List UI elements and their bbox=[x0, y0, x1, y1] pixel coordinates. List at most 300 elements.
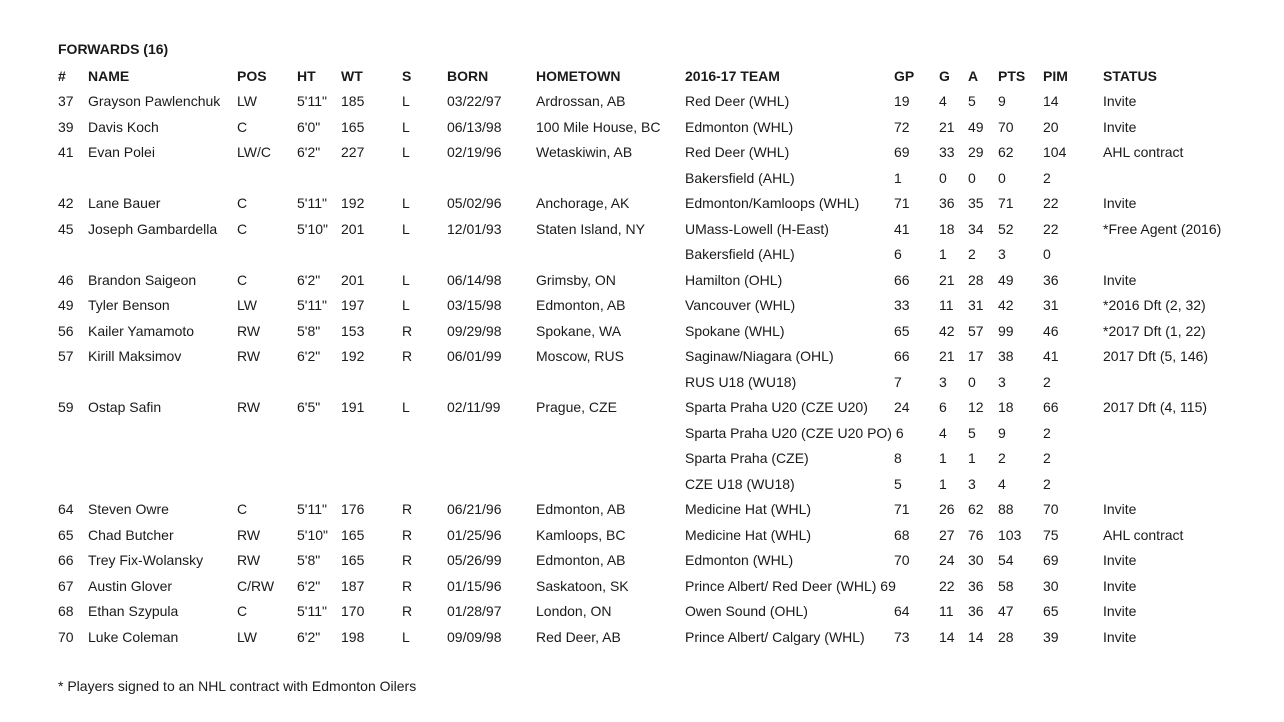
weight-cell: 197 bbox=[341, 297, 365, 313]
points-cell: 103 bbox=[998, 526, 1022, 543]
points-cell: 99 bbox=[998, 322, 1014, 339]
table-row bbox=[0, 270, 1284, 290]
status-cell: Invite bbox=[1103, 271, 1137, 288]
points-cell: 88 bbox=[998, 501, 1014, 517]
team-cell: Prince Albert/ Calgary (WHL) bbox=[685, 628, 865, 645]
status-cell: Invite bbox=[1103, 93, 1137, 109]
birth-date-cell: 02/11/99 bbox=[447, 399, 501, 415]
position-cell: LW/C bbox=[237, 144, 271, 160]
weight-cell: 201 bbox=[341, 271, 365, 288]
shoots-cell: R bbox=[402, 552, 413, 568]
position-cell: C bbox=[237, 501, 248, 517]
assists-cell: 5 bbox=[968, 93, 976, 109]
weight-cell: 198 bbox=[341, 628, 365, 645]
assists-cell: 57 bbox=[968, 322, 984, 339]
player-number-cell: 67 bbox=[58, 577, 74, 594]
penalty-minutes-cell: 22 bbox=[1043, 220, 1059, 237]
penalty-minutes-cell: 75 bbox=[1043, 526, 1059, 543]
height-cell: 5'11" bbox=[297, 297, 327, 313]
player-name-cell: Grayson Pawlenchuk bbox=[88, 93, 221, 109]
team-cell: Spokane (WHL) bbox=[685, 322, 785, 339]
points-cell: 42 bbox=[998, 297, 1014, 313]
team-cell: Edmonton (WHL) bbox=[685, 118, 794, 135]
assists-cell: 2 bbox=[968, 246, 976, 262]
goals-cell: 22 bbox=[939, 577, 955, 594]
goals-cell: 14 bbox=[939, 628, 955, 645]
table-row bbox=[0, 117, 1284, 137]
penalty-minutes-cell: 2 bbox=[1043, 475, 1051, 492]
player-number-cell: 39 bbox=[58, 118, 74, 135]
assists-cell: 29 bbox=[968, 144, 984, 160]
player-number-cell: 65 bbox=[58, 526, 74, 543]
points-cell: 49 bbox=[998, 271, 1014, 288]
position-cell: C bbox=[237, 603, 248, 619]
shoots-cell: L bbox=[402, 144, 410, 160]
team-cell: Hamilton (OHL) bbox=[685, 271, 783, 288]
games-played-cell: 64 bbox=[894, 603, 910, 619]
goals-cell: 21 bbox=[939, 348, 955, 364]
hometown-cell: Edmonton, AB bbox=[536, 297, 626, 313]
birth-date-cell: 01/28/97 bbox=[447, 603, 502, 619]
hometown-cell: Kamloops, BC bbox=[536, 526, 626, 543]
goals-cell: 24 bbox=[939, 552, 955, 568]
table-row bbox=[0, 142, 1284, 162]
assists-cell: 36 bbox=[968, 577, 984, 594]
player-name-cell: Tyler Benson bbox=[88, 297, 170, 313]
player-name-cell: Ostap Safin bbox=[88, 399, 162, 415]
assists-cell: 30 bbox=[968, 552, 984, 568]
height-cell: 5'10" bbox=[297, 526, 329, 543]
birth-date-cell: 06/13/98 bbox=[447, 118, 502, 135]
penalty-minutes-cell: 14 bbox=[1043, 93, 1059, 109]
status-cell: *2017 Dft (1, 22) bbox=[1103, 322, 1206, 339]
player-name-cell: Kirill Maksimov bbox=[88, 348, 182, 364]
player-name-cell: Ethan Szypula bbox=[88, 603, 179, 619]
header-name: NAME bbox=[88, 68, 130, 84]
team-cell: Bakersfield (AHL) bbox=[685, 169, 795, 186]
height-cell: 5'8" bbox=[297, 322, 321, 339]
hometown-cell: Prague, CZE bbox=[536, 399, 617, 415]
header-wt: WT bbox=[341, 68, 363, 84]
points-cell: 58 bbox=[998, 577, 1014, 594]
weight-cell: 192 bbox=[341, 195, 365, 211]
games-played-cell: 7 bbox=[894, 373, 902, 390]
table-row bbox=[0, 423, 1284, 443]
penalty-minutes-cell: 36 bbox=[1043, 271, 1059, 288]
header-pos: POS bbox=[237, 68, 267, 84]
points-cell: 52 bbox=[998, 220, 1014, 237]
birth-date-cell: 01/25/96 bbox=[447, 526, 502, 543]
table-row bbox=[0, 397, 1284, 417]
penalty-minutes-cell: 30 bbox=[1043, 577, 1059, 594]
shoots-cell: L bbox=[402, 399, 410, 415]
goals-cell: 27 bbox=[939, 526, 955, 543]
goals-cell: 11 bbox=[939, 297, 954, 313]
assists-cell: 36 bbox=[968, 603, 984, 619]
points-cell: 54 bbox=[998, 552, 1014, 568]
footnote: * Players signed to an NHL contract with Edmonton Oilers bbox=[58, 678, 417, 694]
birth-date-cell: 01/15/96 bbox=[447, 577, 502, 594]
penalty-minutes-cell: 70 bbox=[1043, 501, 1059, 517]
position-cell: RW bbox=[237, 526, 261, 543]
table-row bbox=[0, 372, 1284, 392]
header-a: A bbox=[968, 68, 979, 84]
points-cell: 9 bbox=[998, 93, 1006, 109]
header-born: BORN bbox=[447, 68, 489, 84]
shoots-cell: L bbox=[402, 297, 410, 313]
team-cell: Owen Sound (OHL) bbox=[685, 603, 808, 619]
games-played-cell: 6 bbox=[894, 246, 902, 262]
table-row bbox=[0, 321, 1284, 341]
team-cell: Medicine Hat (WHL) bbox=[685, 501, 812, 517]
table-row bbox=[0, 499, 1284, 519]
penalty-minutes-cell: 46 bbox=[1043, 322, 1059, 339]
team-cell: UMass-Lowell (H-East) bbox=[685, 220, 829, 237]
goals-cell: 36 bbox=[939, 195, 955, 211]
status-cell: Invite bbox=[1103, 118, 1137, 135]
points-cell: 47 bbox=[998, 603, 1014, 619]
games-played-cell: 5 bbox=[894, 475, 902, 492]
goals-cell: 4 bbox=[939, 93, 947, 109]
shoots-cell: L bbox=[402, 220, 410, 237]
shoots-cell: R bbox=[402, 526, 413, 543]
position-cell: LW bbox=[237, 628, 257, 645]
hometown-cell: Spokane, WA bbox=[536, 322, 622, 339]
assists-cell: 0 bbox=[968, 373, 976, 390]
penalty-minutes-cell: 66 bbox=[1043, 399, 1059, 415]
birth-date-cell: 12/01/93 bbox=[447, 220, 502, 237]
status-cell: Invite bbox=[1103, 603, 1137, 619]
status-cell: AHL contract bbox=[1103, 526, 1184, 543]
penalty-minutes-cell: 2 bbox=[1043, 373, 1051, 390]
height-cell: 6'2" bbox=[297, 271, 321, 288]
player-name-cell: Luke Coleman bbox=[88, 628, 179, 645]
player-name-cell: Evan Polei bbox=[88, 144, 155, 160]
games-played-cell: 19 bbox=[894, 93, 910, 109]
table-row bbox=[0, 244, 1284, 264]
team-cell: Sparta Praha U20 (CZE U20) bbox=[685, 399, 868, 415]
penalty-minutes-cell: 2 bbox=[1043, 424, 1051, 441]
header-g: G bbox=[939, 68, 950, 84]
assists-cell: 76 bbox=[968, 526, 984, 543]
hometown-cell: 100 Mile House, BC bbox=[536, 118, 661, 135]
hometown-cell: Wetaskiwin, AB bbox=[536, 144, 633, 160]
position-cell: C bbox=[237, 195, 248, 211]
goals-cell: 1 bbox=[939, 246, 947, 262]
birth-date-cell: 03/15/98 bbox=[447, 297, 502, 313]
points-cell: 2 bbox=[998, 450, 1006, 466]
goals-cell: 21 bbox=[939, 271, 955, 288]
player-number-cell: 46 bbox=[58, 271, 74, 288]
player-number-cell: 70 bbox=[58, 628, 74, 645]
height-cell: 5'11" bbox=[297, 501, 327, 517]
status-cell: Invite bbox=[1103, 501, 1137, 517]
player-number-cell: 42 bbox=[58, 195, 74, 211]
header-gp: GP bbox=[894, 68, 915, 84]
assists-cell: 12 bbox=[968, 399, 984, 415]
goals-cell: 18 bbox=[939, 220, 955, 237]
weight-cell: 227 bbox=[341, 144, 365, 160]
player-number-cell: 56 bbox=[58, 322, 74, 339]
hometown-cell: Staten Island, NY bbox=[536, 220, 645, 237]
points-cell: 38 bbox=[998, 348, 1014, 364]
assists-cell: 14 bbox=[968, 628, 984, 645]
birth-date-cell: 05/26/99 bbox=[447, 552, 502, 568]
header-hometown: HOMETOWN bbox=[536, 68, 621, 84]
hometown-cell: Ardrossan, AB bbox=[536, 93, 626, 109]
position-cell: RW bbox=[237, 552, 261, 568]
hometown-cell: London, ON bbox=[536, 603, 612, 619]
position-cell: C bbox=[237, 220, 248, 237]
status-cell: *2016 Dft (2, 32) bbox=[1103, 297, 1206, 313]
table-header bbox=[0, 66, 1284, 86]
weight-cell: 187 bbox=[341, 577, 365, 594]
player-name-cell: Trey Fix-Wolansky bbox=[88, 552, 204, 568]
hometown-cell: Anchorage, AK bbox=[536, 195, 630, 211]
games-played-cell: 24 bbox=[894, 399, 910, 415]
table-row bbox=[0, 91, 1284, 111]
birth-date-cell: 06/21/96 bbox=[447, 501, 502, 517]
shoots-cell: R bbox=[402, 577, 413, 594]
player-number-cell: 37 bbox=[58, 93, 74, 109]
games-played-cell: 71 bbox=[894, 195, 910, 211]
games-played-cell: 68 bbox=[894, 526, 910, 543]
height-cell: 6'2" bbox=[297, 144, 321, 160]
points-cell: 62 bbox=[998, 144, 1014, 160]
height-cell: 5'10" bbox=[297, 220, 329, 237]
header-status: STATUS bbox=[1103, 68, 1157, 84]
team-cell: Saginaw/Niagara (OHL) bbox=[685, 348, 834, 364]
goals-cell: 1 bbox=[939, 450, 947, 466]
height-cell: 5'11" bbox=[297, 603, 327, 619]
games-played-cell: 1 bbox=[894, 169, 902, 186]
table-row bbox=[0, 295, 1284, 315]
games-played-cell: 71 bbox=[894, 501, 910, 517]
games-played-cell: 66 bbox=[894, 271, 910, 288]
height-cell: 6'0" bbox=[297, 118, 321, 135]
hometown-cell: Edmonton, AB bbox=[536, 501, 626, 517]
table-row bbox=[0, 525, 1284, 545]
team-cell: Red Deer (WHL) bbox=[685, 144, 790, 160]
height-cell: 5'8" bbox=[297, 552, 321, 568]
games-played-cell: 73 bbox=[894, 628, 910, 645]
table-row bbox=[0, 627, 1284, 647]
position-cell: LW bbox=[237, 297, 257, 313]
goals-cell: 0 bbox=[939, 169, 947, 186]
status-cell: Invite bbox=[1103, 628, 1137, 645]
hometown-cell: Grimsby, ON bbox=[536, 271, 616, 288]
points-cell: 9 bbox=[998, 424, 1006, 441]
hometown-cell: Moscow, RUS bbox=[536, 348, 624, 364]
status-cell: 2017 Dft (5, 146) bbox=[1103, 348, 1209, 364]
player-name-cell: Joseph Gambardella bbox=[88, 220, 218, 237]
assists-cell: 35 bbox=[968, 195, 984, 211]
team-cell: Edmonton/Kamloops (WHL) bbox=[685, 195, 860, 211]
weight-cell: 201 bbox=[341, 220, 365, 237]
assists-cell: 62 bbox=[968, 501, 984, 517]
shoots-cell: L bbox=[402, 118, 410, 135]
player-name-cell: Steven Owre bbox=[88, 501, 169, 517]
position-cell: C bbox=[237, 118, 248, 135]
assists-cell: 28 bbox=[968, 271, 984, 288]
assists-cell: 1 bbox=[968, 450, 976, 466]
shoots-cell: L bbox=[402, 271, 410, 288]
weight-cell: 165 bbox=[341, 552, 365, 568]
table-row bbox=[0, 168, 1284, 188]
height-cell: 6'2" bbox=[297, 577, 321, 594]
games-played-cell: 66 bbox=[894, 348, 910, 364]
games-played-cell: 33 bbox=[894, 297, 910, 313]
shoots-cell: R bbox=[402, 348, 413, 364]
position-cell: C bbox=[237, 271, 248, 288]
goals-cell: 42 bbox=[939, 322, 955, 339]
points-cell: 3 bbox=[998, 246, 1006, 262]
table-row bbox=[0, 346, 1284, 366]
goals-cell: 1 bbox=[939, 475, 947, 492]
player-number-cell: 41 bbox=[58, 144, 74, 160]
table-row bbox=[0, 448, 1284, 468]
player-name-cell: Kailer Yamamoto bbox=[88, 322, 195, 339]
penalty-minutes-cell: 22 bbox=[1043, 195, 1059, 211]
assists-cell: 3 bbox=[968, 475, 976, 492]
goals-cell: 6 bbox=[939, 399, 947, 415]
shoots-cell: R bbox=[402, 501, 413, 517]
penalty-minutes-cell: 69 bbox=[1043, 552, 1059, 568]
height-cell: 6'2" bbox=[297, 628, 321, 645]
goals-cell: 33 bbox=[939, 144, 955, 160]
player-number-cell: 59 bbox=[58, 399, 74, 415]
hometown-cell: Edmonton, AB bbox=[536, 552, 626, 568]
team-cell: RUS U18 (WU18) bbox=[685, 373, 797, 390]
header-team: 2016-17 TEAM bbox=[685, 68, 780, 84]
weight-cell: 176 bbox=[341, 501, 365, 517]
status-cell: *Free Agent (2016) bbox=[1103, 220, 1222, 237]
player-name-cell: Davis Koch bbox=[88, 118, 159, 135]
goals-cell: 11 bbox=[939, 603, 954, 619]
goals-cell: 4 bbox=[939, 424, 947, 441]
weight-cell: 192 bbox=[341, 348, 365, 364]
team-cell: Sparta Praha U20 (CZE U20 PO) 6 bbox=[685, 424, 904, 441]
games-played-cell: 8 bbox=[894, 450, 902, 466]
games-played-cell: 70 bbox=[894, 552, 910, 568]
weight-cell: 170 bbox=[341, 603, 365, 619]
height-cell: 6'2" bbox=[297, 348, 321, 364]
team-cell: Sparta Praha (CZE) bbox=[685, 450, 809, 466]
header-ht: HT bbox=[297, 68, 316, 84]
section-title: FORWARDS (16) bbox=[58, 41, 169, 57]
assists-cell: 0 bbox=[968, 169, 976, 186]
points-cell: 28 bbox=[998, 628, 1014, 645]
points-cell: 71 bbox=[998, 195, 1014, 211]
table-row bbox=[0, 601, 1284, 621]
weight-cell: 153 bbox=[341, 322, 365, 339]
shoots-cell: L bbox=[402, 93, 410, 109]
goals-cell: 3 bbox=[939, 373, 947, 390]
status-cell: Invite bbox=[1103, 195, 1137, 211]
position-cell: C/RW bbox=[237, 577, 275, 594]
points-cell: 4 bbox=[998, 475, 1006, 492]
penalty-minutes-cell: 104 bbox=[1043, 144, 1067, 160]
points-cell: 3 bbox=[998, 373, 1006, 390]
weight-cell: 165 bbox=[341, 118, 365, 135]
assists-cell: 5 bbox=[968, 424, 976, 441]
points-cell: 70 bbox=[998, 118, 1014, 135]
assists-cell: 31 bbox=[968, 297, 984, 313]
table-row bbox=[0, 193, 1284, 213]
birth-date-cell: 09/09/98 bbox=[447, 628, 502, 645]
player-number-cell: 57 bbox=[58, 348, 74, 364]
assists-cell: 17 bbox=[968, 348, 984, 364]
assists-cell: 49 bbox=[968, 118, 984, 135]
team-cell: Medicine Hat (WHL) bbox=[685, 526, 812, 543]
team-cell: CZE U18 (WU18) bbox=[685, 475, 795, 492]
height-cell: 5'11" bbox=[297, 195, 327, 211]
hometown-cell: Saskatoon, SK bbox=[536, 577, 629, 594]
header-s: S bbox=[402, 68, 412, 84]
birth-date-cell: 09/29/98 bbox=[447, 322, 502, 339]
header-num: # bbox=[58, 68, 66, 84]
hometown-cell: Red Deer, AB bbox=[536, 628, 621, 645]
penalty-minutes-cell: 20 bbox=[1043, 118, 1059, 135]
header-pts: PTS bbox=[998, 68, 1026, 84]
games-played-cell: 72 bbox=[894, 118, 910, 135]
points-cell: 18 bbox=[998, 399, 1014, 415]
weight-cell: 185 bbox=[341, 93, 365, 109]
goals-cell: 21 bbox=[939, 118, 955, 135]
player-name-cell: Chad Butcher bbox=[88, 526, 174, 543]
shoots-cell: L bbox=[402, 628, 410, 645]
player-name-cell: Austin Glover bbox=[88, 577, 173, 594]
player-name-cell: Lane Bauer bbox=[88, 195, 161, 211]
penalty-minutes-cell: 39 bbox=[1043, 628, 1059, 645]
penalty-minutes-cell: 41 bbox=[1043, 348, 1059, 364]
player-number-cell: 45 bbox=[58, 220, 74, 237]
player-name-cell: Brandon Saigeon bbox=[88, 271, 197, 288]
games-played-cell: 69 bbox=[894, 144, 910, 160]
birth-date-cell: 03/22/97 bbox=[447, 93, 502, 109]
penalty-minutes-cell: 0 bbox=[1043, 246, 1051, 262]
player-number-cell: 49 bbox=[58, 297, 74, 313]
status-cell: 2017 Dft (4, 115) bbox=[1103, 399, 1208, 415]
table-row bbox=[0, 219, 1284, 239]
weight-cell: 165 bbox=[341, 526, 365, 543]
shoots-cell: R bbox=[402, 322, 413, 339]
team-cell: Prince Albert/ Red Deer (WHL) 69 bbox=[685, 577, 896, 594]
goals-cell: 26 bbox=[939, 501, 955, 517]
birth-date-cell: 06/01/99 bbox=[447, 348, 502, 364]
position-cell: RW bbox=[237, 399, 261, 415]
position-cell: RW bbox=[237, 322, 261, 339]
birth-date-cell: 05/02/96 bbox=[447, 195, 502, 211]
table-row bbox=[0, 576, 1284, 596]
table-row bbox=[0, 550, 1284, 570]
header-pim: PIM bbox=[1043, 68, 1068, 84]
player-number-cell: 64 bbox=[58, 501, 74, 517]
team-cell: Vancouver (WHL) bbox=[685, 297, 796, 313]
player-number-cell: 68 bbox=[58, 603, 74, 619]
status-cell: Invite bbox=[1103, 577, 1137, 594]
position-cell: RW bbox=[237, 348, 261, 364]
birth-date-cell: 02/19/96 bbox=[447, 144, 502, 160]
shoots-cell: R bbox=[402, 603, 413, 619]
status-cell: Invite bbox=[1103, 552, 1137, 568]
team-cell: Edmonton (WHL) bbox=[685, 552, 794, 568]
penalty-minutes-cell: 65 bbox=[1043, 603, 1059, 619]
team-cell: Bakersfield (AHL) bbox=[685, 246, 795, 262]
points-cell: 0 bbox=[998, 169, 1006, 186]
position-cell: LW bbox=[237, 93, 257, 109]
height-cell: 5'11" bbox=[297, 93, 327, 109]
